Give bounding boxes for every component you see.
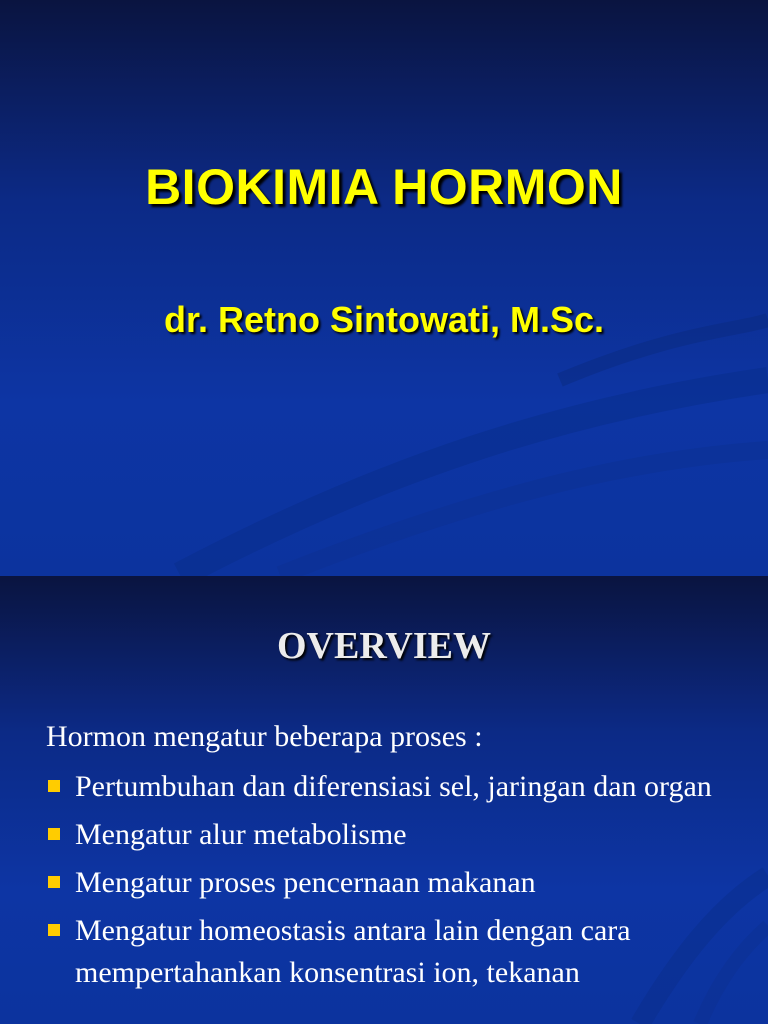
square-bullet-icon bbox=[48, 828, 60, 840]
bullet-item bbox=[46, 910, 726, 994]
bullet-list bbox=[46, 766, 726, 1000]
intro-text: Hormon mengatur beberapa proses : bbox=[46, 720, 483, 753]
square-bullet-icon bbox=[48, 876, 60, 888]
square-bullet-icon bbox=[48, 780, 60, 792]
bullet-text: Mengatur homeostasis antara lain dengan cara mempertahankan konsentrasi ion, tekanan bbox=[75, 914, 631, 989]
square-bullet-icon bbox=[48, 924, 60, 936]
bullet-text: Pertumbuhan dan diferensiasi sel, jaringan dan organ bbox=[75, 770, 712, 803]
bullet-text: Mengatur proses pencernaan makanan bbox=[75, 866, 536, 899]
slide-title: OVERVIEW bbox=[276, 625, 492, 667]
presenter-name: dr. Retno Sintowati, M.Sc. bbox=[163, 299, 605, 340]
bullet-text: Mengatur alur metabolisme bbox=[75, 818, 407, 851]
presentation-title: BIOKIMIA HORMON bbox=[145, 159, 623, 215]
overview-slide bbox=[0, 576, 768, 1024]
bullet-item bbox=[46, 766, 726, 808]
bullet-item bbox=[46, 814, 726, 856]
bullet-item bbox=[46, 862, 726, 904]
